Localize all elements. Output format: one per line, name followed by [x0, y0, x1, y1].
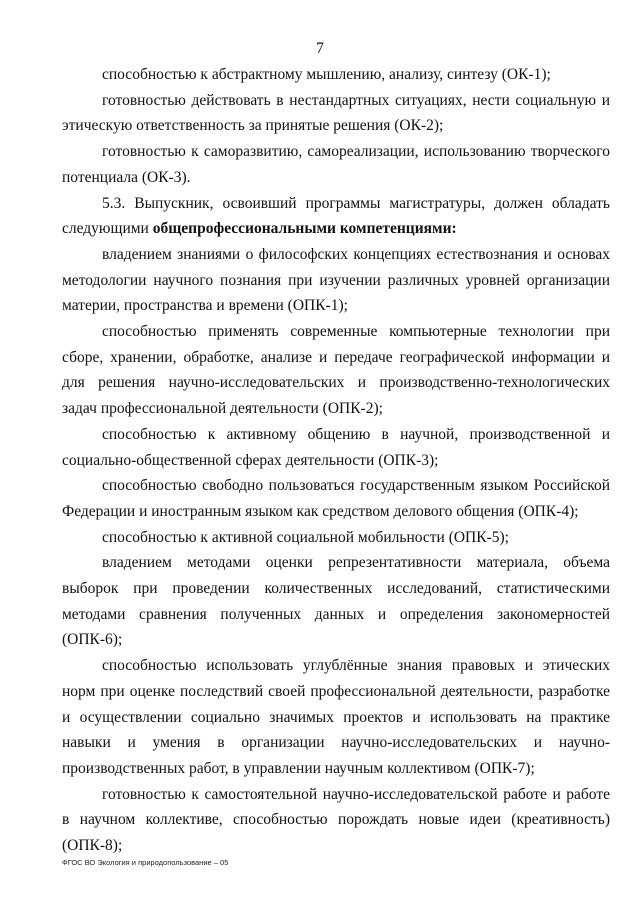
section-5-3-intro: 5.3. Выпускник, освоивший программы магистратуры, должен обладать следующими: [62, 194, 610, 238]
paragraph-section-5-3: [62, 191, 610, 242]
paragraph-opk-6: владением методами оценки репрезентативности материала, объема выборок при проведении количественных исследований, статистическими методами сравнения полученных данных и определения закономерностей (ОПК-6);: [62, 554, 610, 649]
paragraph-opk-3: способностью к активному общению в научной, производственной и социально-общественной сферах деятельности (ОПК-3);: [62, 425, 610, 469]
page-footer: ФГОС ВО Экология и природопользование – 05: [62, 858, 229, 867]
paragraph-opk-2: способностью применять современные компьютерные технологии при сборе, хранении, обработке, анализе и передаче географической информации и для решения научно-исследовательских и производственно-технологических задач профессиональной деятельности (ОПК-2);: [62, 323, 610, 418]
paragraph-opk-4: способностью свободно пользоваться государственным языком Российской Федерации и иностранным языком как средством делового общения (ОПК-4);: [62, 477, 610, 520]
page-number: 7: [316, 40, 324, 57]
paragraph-ok-3: готовностью к саморазвитию, самореализации, использованию творческого потенциала (ОК-3).: [62, 143, 610, 186]
paragraph-ok-1: способностью к абстрактному мышлению, анализу, синтезу (ОК-1);: [102, 66, 551, 83]
document-body: [62, 62, 610, 859]
paragraph-opk-7: способностью использовать углублённые знания правовых и этических норм при оценке последствий своей профессиональной деятельности, разработке и осуществлении социально значимых проектов и использовать на практике навыки и умения в организации научно-исследовательских и научно-производственных работ, в управлении научным коллективом (ОПК-7);: [62, 657, 610, 777]
paragraph-opk-8: готовностью к самостоятельной научно-исследовательской работе и работе в научном коллективе, способностью порождать новые идеи (креативность) (ОПК-8);: [62, 785, 610, 855]
section-5-3-colon: :: [451, 220, 457, 238]
section-5-3-bold-term: общепрофессиональными компетенциями: [152, 220, 452, 238]
paragraph-opk-5: способностью к активной социальной мобильности (ОПК-5);: [102, 528, 509, 546]
paragraph-ok-2: готовностью действовать в нестандартных ситуациях, нести социальную и этическую ответственность за принятые решения (ОК-2);: [62, 91, 610, 135]
paragraph-opk-1: владением знаниями о философских концепциях естествознания и основах методологии научного познания при изучении различных уровней организации материи, пространства и времени (ОПК-1);: [62, 245, 610, 315]
